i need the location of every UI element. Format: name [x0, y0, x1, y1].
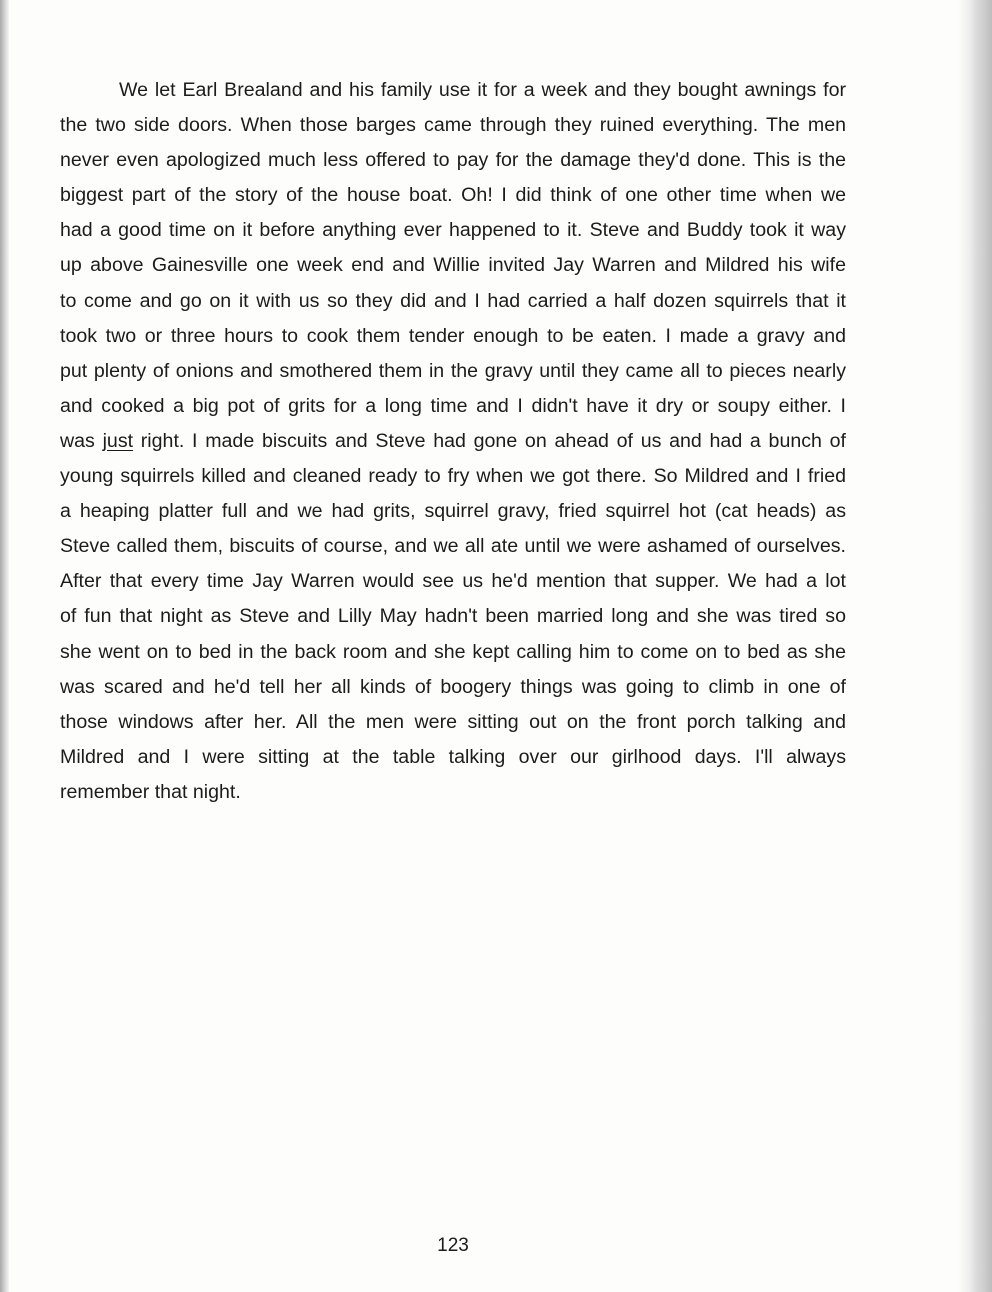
underlined-word: just: [102, 429, 134, 452]
scan-shadow-right: [958, 0, 992, 1292]
text-line: remember that night.: [60, 780, 241, 803]
text-line: young squirrels killed and cleaned ready to fry when we got there. So Mildred and I fried: [60, 465, 846, 488]
text-line-with-underline: [60, 424, 846, 459]
text-line: took two or three hours to cook them tender enough to be eaten. I made a gravy and: [60, 324, 846, 347]
text-line: We let Earl Brealand and his family use it for a week and they bought awnings for: [119, 79, 846, 101]
text-line: those windows after her. All the men were sitting out on the front porch talking and: [60, 710, 846, 733]
text-line: After that every time Jay Warren would see us he'd mention that supper. We had a lot: [60, 570, 846, 593]
page-number: 123: [437, 1235, 469, 1256]
text-segment: right. I made biscuits and Steve had gone on ahead of us and had a bunch of: [133, 429, 846, 452]
text-line: biggest part of the story of the house boat. Oh! I did think of one other time when we: [60, 184, 846, 207]
text-line: up above Gainesville one week end and Willie invited Jay Warren and Mildred his wife: [60, 254, 846, 277]
scan-shadow-left: [0, 0, 9, 1292]
text-line: she went on to bed in the back room and she kept calling him to come on to bed as she: [60, 640, 846, 663]
text-line: of fun that night as Steve and Lilly May hadn't been married long and she was tired so: [60, 605, 846, 628]
text-line: Steve called them, biscuits of course, and we all ate until we were ashamed of ourselves.: [60, 535, 846, 558]
text-line: to come and go on it with us so they did and I had carried a half dozen squirrels that it: [60, 289, 846, 312]
text-line: and cooked a big pot of grits for a long time and I didn't have it dry or soupy either. I: [60, 394, 846, 417]
text-line: put plenty of onions and smothered them in the gravy until they came all to pieces nearly: [60, 359, 846, 382]
text-line: the two side doors. When those barges came through they ruined everything. The men: [60, 114, 846, 137]
text-line: a heaping platter full and we had grits, squirrel gravy, fried squirrel hot (cat heads) as: [60, 500, 846, 523]
body-paragraph: [60, 73, 846, 810]
text-segment: was: [60, 429, 103, 452]
text-line: was scared and he'd tell her all kinds of boogery things was going to climb in one of: [60, 675, 846, 698]
text-line: had a good time on it before anything ever happened to it. Steve and Buddy took it way: [60, 219, 846, 242]
text-line: Mildred and I were sitting at the table talking over our girlhood days. I'll always: [60, 745, 846, 768]
text-line: never even apologized much less offered to pay for the damage they'd done. This is the: [60, 149, 846, 172]
